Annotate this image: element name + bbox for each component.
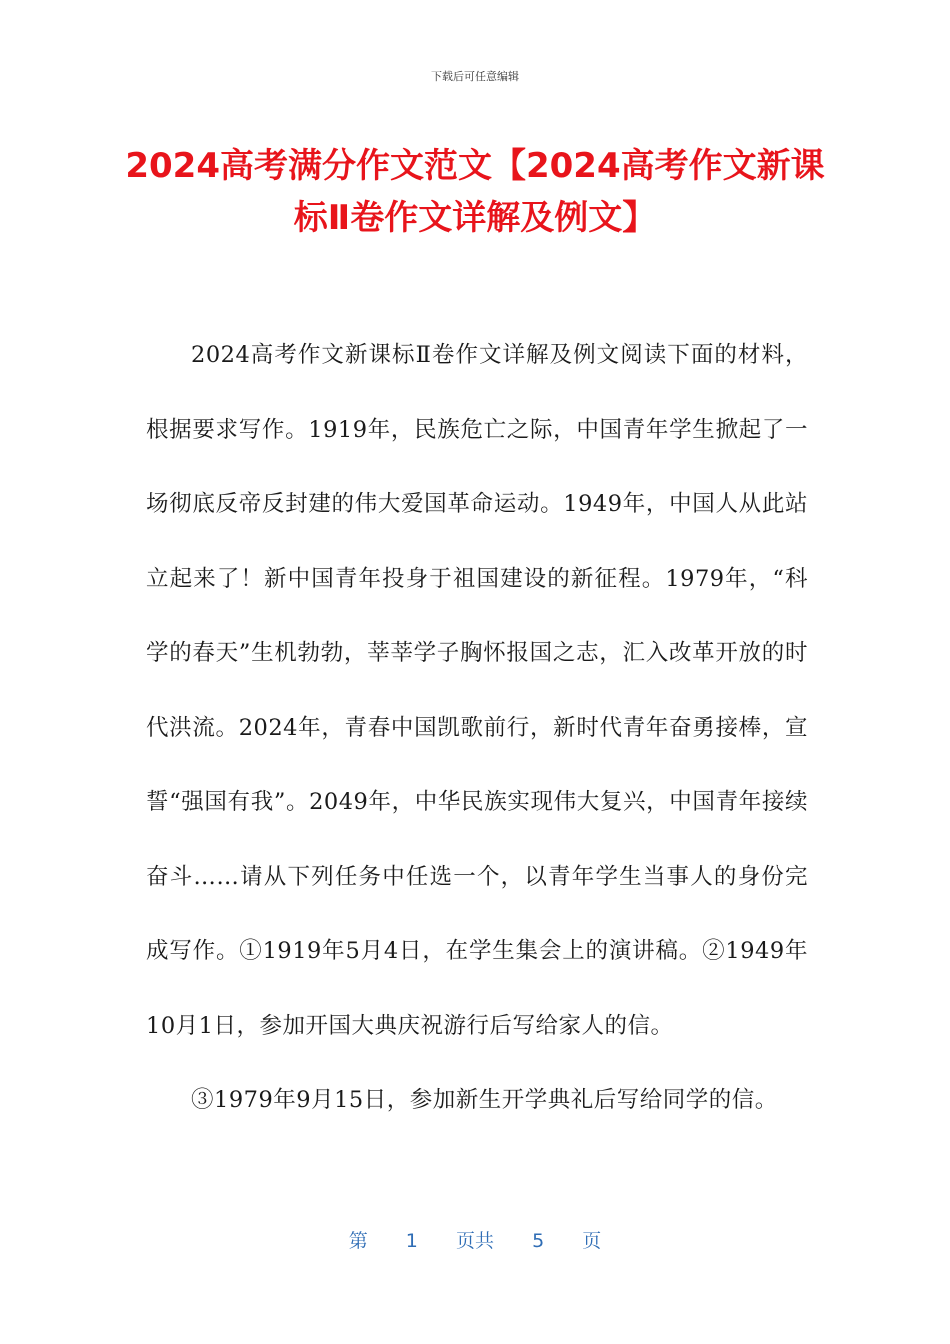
footer-page-total: 5 [532,1230,545,1252]
footer-page-suffix: 页 [582,1230,602,1252]
footer-page-current: 1 [405,1230,418,1252]
body-paragraph-2: ③1979年9月15日，参加新生开学典礼后写给同学的信。 [191,1087,778,1113]
footer-page-prefix: 第 [348,1230,368,1252]
document-title: 2024高考满分作文范文【2024高考作文新课标Ⅱ卷作文详解及例文】 [125,146,825,238]
document-body [146,318,808,1138]
footer-page-middle: 页共 [455,1230,494,1252]
page-footer [0,1226,950,1253]
body-paragraph-1: 2024高考作文新课标Ⅱ卷作文详解及例文阅读下面的材料，根据要求写作。1919年，民族危亡之际，中国青年学生掀起了一场彻底反帝反封建的伟大爱国革命运动。1949年，中国人从此站立起来了！新中国青年投身于祖国建设的新征程。1979年，“科学的春天”生机勃勃，莘莘学子胸怀报国之志，汇入改革开放的时代洪流。2024年，青春中国凯歌前行，新时代青年奋勇接棒，宣誓“强国有我”。2049年，中华民族实现伟大复兴，中国青年接续奋斗……请从下列任务中任选一个，以青年学生当事人的身份完成写作。①1919年5月4日，在学生集会上的演讲稿。②1949年10月1日，参加开国大典庆祝游行后写给家人的信。 [146,342,808,1039]
header-note: 下载后可任意编辑 [431,70,519,83]
